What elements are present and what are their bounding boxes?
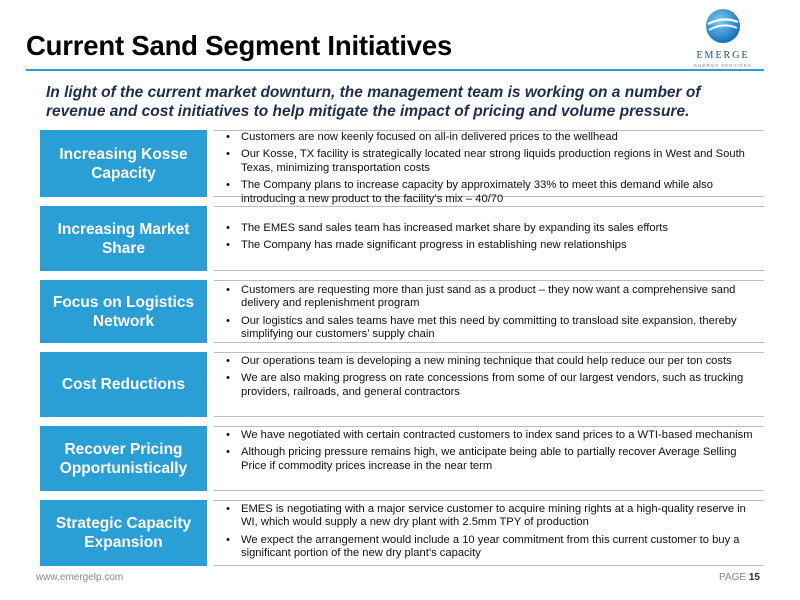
- bullet-item: • Customers are requesting more than just sand as a product – they now want a comprehensive sand delivery and replenishment program: [226, 284, 764, 311]
- initiative-bullets: [214, 352, 764, 417]
- footer-url: www.emergelp.com: [36, 572, 124, 583]
- bullet-item: • EMES is negotiating with a major service customer to acquire mining rights at a high-quality reserve in WI, which would supply a new dry plant with 2.5mm TPY of production: [226, 503, 764, 530]
- bullet-item: • We expect the arrangement would include a 10 year commitment from this current customer to buy a significant portion of the new dry plant’s capacity: [226, 534, 764, 561]
- bullet-item: • We are also making progress on rate concessions from some of our largest vendors, such as trucking providers, railroads, and general contractors: [226, 372, 764, 399]
- bullet-item: • We have negotiated with certain contracted customers to index sand prices to a WTI-based mechanism: [226, 429, 764, 442]
- initiative-bullets: [214, 280, 764, 343]
- initiative-bullets: [214, 206, 764, 271]
- initiative-label: Increasing Kosse Capacity: [40, 130, 207, 197]
- page-number: [719, 572, 760, 583]
- initiative-label: Increasing Market Share: [40, 206, 207, 271]
- initiative-label: Cost Reductions: [40, 352, 207, 417]
- initiative-bullets: [214, 130, 764, 205]
- page-title: Current Sand Segment Initiatives: [26, 30, 453, 61]
- bullet-item: • The Company has made significant progress in establishing new relationships: [226, 239, 764, 252]
- bullet-item: • Although pricing pressure remains high, we anticipate being able to partially recover Average Selling Price if commodity prices increase in the near term: [226, 446, 764, 473]
- initiative-bullets: [214, 426, 764, 491]
- initiative-label: Strategic Capacity Expansion: [40, 500, 207, 566]
- logo-wordmark: EMERGE: [696, 50, 750, 61]
- bullet-item: • Our logistics and sales teams have met this need by committing to transload site expansion, thereby simplifying our customers’ supply chain: [226, 315, 764, 342]
- logo-tagline: ENERGY SERVICES: [694, 63, 752, 68]
- page-subtitle: In light of the current market downturn, the management team is working on a number of revenue and cost initiatives to help mitigate the impact of pricing and volume pressure.: [46, 84, 701, 120]
- initiative-label: Recover Pricing Opportunistically: [40, 426, 207, 491]
- bullet-item: • Our Kosse, TX facility is strategically located near strong liquids production regions in West and South Texas, minimizing transportation costs: [226, 148, 764, 175]
- initiative-bullets: [214, 500, 764, 566]
- page-label: PAGE: [719, 572, 747, 583]
- title-divider: [26, 69, 764, 71]
- bullet-item: • The EMES sand sales team has increased market share by expanding its sales efforts: [226, 222, 764, 235]
- initiative-label: Focus on Logistics Network: [40, 280, 207, 343]
- bullet-item: • Our operations team is developing a new mining technique that could help reduce our per ton costs: [226, 355, 764, 368]
- page-number-value: 15: [748, 572, 760, 583]
- bullet-item: • The Company plans to increase capacity by approximately 33% to meet this demand while also introducing a new product to the facility’s mix – 40/70: [226, 179, 764, 206]
- company-logo: [678, 8, 768, 68]
- bullet-item: • Customers are now keenly focused on all-in delivered prices to the wellhead: [226, 131, 764, 144]
- globe-icon: [705, 8, 741, 44]
